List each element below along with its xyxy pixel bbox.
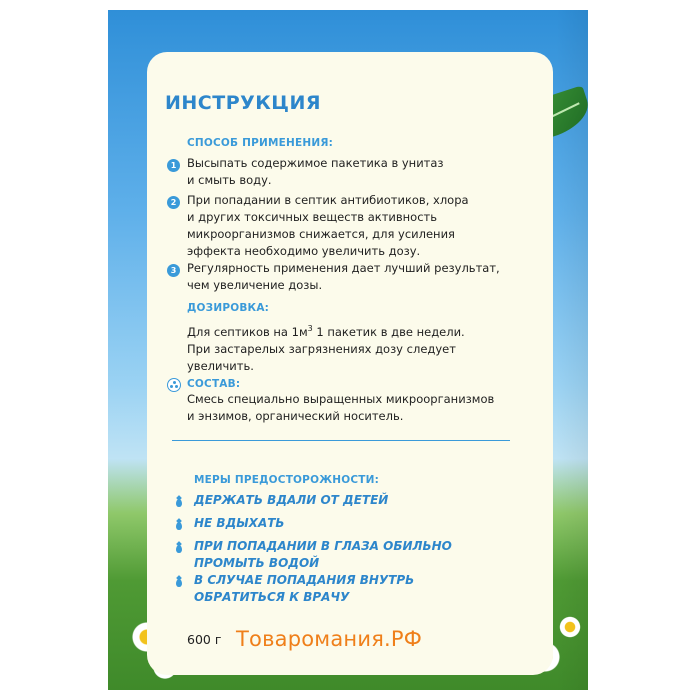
step-3-numbered-circle-icon: 3 bbox=[167, 264, 180, 277]
step-2-line-4: эффекта необходимо увеличить дозу. bbox=[187, 244, 421, 258]
composition-line-1: Смесь специально выращенных микроорганизмов bbox=[187, 392, 495, 406]
net-weight: 600 г bbox=[187, 632, 222, 647]
precaution-2-line-1: НЕ ВДЫХАТЬ bbox=[194, 516, 285, 530]
dosage-line-3: увеличить. bbox=[187, 358, 254, 373]
precautions-heading: МЕРЫ ПРЕДОСТОРОЖНОСТИ: bbox=[194, 474, 380, 486]
water-drop-icon bbox=[176, 499, 182, 507]
instruction-title: ИНСТРУКЦИЯ bbox=[165, 92, 321, 114]
step-3-line-2: чем увеличение дозы. bbox=[187, 278, 323, 292]
precaution-4-line-1: В СЛУЧАЕ ПОПАДАНИЯ ВНУТРЬ bbox=[194, 573, 415, 587]
step-1-line-2: и смыть воду. bbox=[187, 173, 272, 187]
water-drop-icon bbox=[176, 522, 182, 530]
dosage-line-1 bbox=[187, 320, 465, 341]
step-1-text bbox=[187, 155, 444, 189]
usage-heading: СПОСОБ ПРИМЕНЕНИЯ: bbox=[187, 137, 334, 149]
precaution-item-4 bbox=[194, 572, 414, 606]
water-drop-icon bbox=[176, 579, 182, 587]
dosage-cubic-superscript: 3 bbox=[307, 324, 313, 333]
dosage-heading: ДОЗИРОВКА: bbox=[187, 302, 270, 314]
dosage-line-1-end: 1 пакетик в две недели. bbox=[312, 324, 465, 339]
precaution-item-3 bbox=[194, 538, 452, 572]
daisy-icon bbox=[558, 615, 582, 639]
molecule-circle-icon bbox=[167, 378, 181, 392]
section-divider bbox=[172, 440, 510, 441]
water-drop-icon bbox=[176, 545, 182, 553]
watermark: Товаромания.РФ bbox=[236, 627, 423, 651]
dosage-line-2: При застарелых загрязнениях дозу следует bbox=[187, 341, 456, 356]
step-2-line-1: При попадании в септик антибиотиков, хлора bbox=[187, 193, 469, 207]
precaution-4-line-2: ОБРАТИТЬСЯ К ВРАЧУ bbox=[194, 590, 350, 604]
step-2-line-3: микроорганизмов снижается, для усиления bbox=[187, 227, 455, 241]
dosage-line-1-start: Для септиков на 1м bbox=[187, 324, 308, 339]
precaution-1-line-1: ДЕРЖАТЬ ВДАЛИ ОТ ДЕТЕЙ bbox=[194, 493, 389, 507]
precaution-3-line-2: ПРОМЫТЬ ВОДОЙ bbox=[194, 556, 320, 570]
dosage-text bbox=[187, 320, 465, 375]
precaution-item-2 bbox=[194, 515, 285, 532]
step-1-numbered-circle-icon: 1 bbox=[167, 159, 180, 172]
step-2-numbered-circle-icon: 2 bbox=[167, 196, 180, 209]
step-2-text bbox=[187, 192, 469, 260]
step-1-line-1: Высыпать содержимое пакетика в унитаз bbox=[187, 156, 444, 170]
precaution-3-line-1: ПРИ ПОПАДАНИИ В ГЛАЗА ОБИЛЬНО bbox=[194, 539, 452, 553]
step-2-line-2: и других токсичных веществ активность bbox=[187, 210, 438, 224]
composition-line-2: и энзимов, органический носитель. bbox=[187, 409, 404, 423]
precaution-item-1 bbox=[194, 492, 388, 509]
composition-heading: СОСТАВ: bbox=[187, 378, 241, 390]
step-3-line-1: Регулярность применения дает лучший результат, bbox=[187, 261, 500, 275]
step-3-text bbox=[187, 260, 500, 294]
composition-text bbox=[187, 391, 494, 425]
